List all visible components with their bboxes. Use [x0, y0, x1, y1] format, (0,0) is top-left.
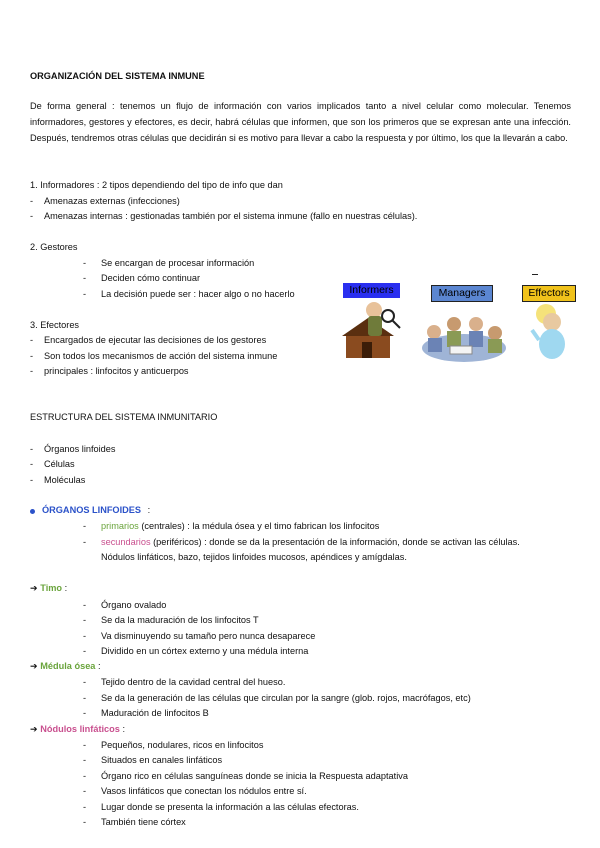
organos-heading: ÓRGANOS LINFOIDES	[42, 505, 142, 515]
informer-body	[368, 316, 382, 336]
informers-label: Informers	[343, 283, 400, 298]
list-item-text: También tiene córtex	[101, 817, 186, 827]
list-item: -	[30, 475, 34, 485]
nodulos-suffix: :	[122, 724, 126, 734]
effector-head	[543, 313, 561, 331]
list-item-text: Se da la generación de las células que circulan por la sangre (glob. rojos, macrófagos, etc)	[101, 693, 471, 703]
informer-illustration	[342, 298, 404, 362]
list-item-text: Deciden cómo continuar	[101, 273, 201, 283]
magnifier-handle	[392, 320, 400, 328]
effectors-label: Effectors	[522, 285, 576, 302]
organos-heading-suffix: :	[147, 505, 151, 515]
list-item-text: principales : linfocitos y anticuerpos	[44, 366, 189, 376]
list-item-text: Moléculas	[44, 475, 86, 485]
list-item-text: Amenazas externas (infecciones)	[44, 196, 180, 206]
list-item: -	[30, 335, 34, 345]
list-item: -	[83, 693, 87, 703]
list-item-text: Vasos linfáticos que conectan los nódulos entre sí.	[101, 786, 307, 796]
manager-head	[427, 325, 441, 339]
list-item-text: Encargados de ejecutar las decisiones de los gestores	[44, 335, 267, 345]
list-item-text: Dividido en un córtex externo y una médula interna	[101, 646, 309, 656]
list-item: -	[83, 771, 87, 781]
list-item-text: Se encargan de procesar información	[101, 258, 255, 268]
list-item-text: Órganos linfoides	[44, 444, 116, 454]
managers-papers	[450, 346, 472, 354]
manager-body	[428, 338, 442, 352]
organos-heading-line	[42, 505, 150, 517]
timo-suffix: :	[64, 583, 68, 593]
secundarios-line	[101, 537, 520, 549]
effector-body	[539, 329, 565, 359]
medula-label: Médula ósea	[40, 661, 96, 671]
list-item-text: La decisión puede ser : hacer algo o no hacerlo	[101, 289, 295, 299]
gestores-heading: 2. Gestores	[30, 242, 78, 252]
list-item: -	[83, 521, 87, 531]
list-item: -	[83, 600, 87, 610]
list-item: -	[30, 459, 34, 469]
list-item: -	[83, 817, 87, 827]
list-item-text: Maduración de linfocitos B	[101, 708, 209, 718]
primarios-label: primarios	[101, 521, 139, 531]
effector-illustration	[530, 300, 574, 362]
list-item-text: Lugar donde se presenta la información a las células efectoras.	[101, 802, 359, 812]
bullet-icon	[30, 509, 35, 514]
list-item: -	[83, 740, 87, 750]
list-item: -	[83, 802, 87, 812]
list-item: -	[83, 537, 87, 547]
primarios-line	[101, 521, 379, 533]
informadores-heading: 1. Informadores : 2 tipos dependiendo del tipo de info que dan	[30, 180, 283, 190]
list-item-text: Órgano rico en células sanguíneas donde se inicia la Respuesta adaptativa	[101, 771, 408, 781]
managers-label: Managers	[431, 285, 493, 302]
estructura-heading: ESTRUCTURA DEL SISTEMA INMUNITARIO	[30, 412, 218, 422]
list-item: -	[83, 273, 87, 283]
manager-body	[447, 331, 461, 347]
effector-arm	[532, 330, 539, 340]
list-item: -	[30, 196, 34, 206]
page-title: ORGANIZACIÓN DEL SISTEMA INMUNE	[30, 71, 205, 81]
manager-body	[469, 331, 483, 347]
house-door	[362, 342, 372, 358]
list-item: -	[83, 755, 87, 765]
list-item: -	[83, 615, 87, 625]
manager-head	[469, 317, 483, 331]
timo-heading	[30, 583, 67, 595]
list-item: -	[83, 631, 87, 641]
efectores-heading: 3. Efectores	[30, 320, 80, 330]
nodulos-heading	[30, 724, 125, 736]
manager-head	[488, 326, 502, 340]
list-item: -	[83, 677, 87, 687]
list-item: -	[30, 351, 34, 361]
list-item-text: Pequeños, nodulares, ricos en linfocitos	[101, 740, 264, 750]
informer-head	[366, 302, 382, 318]
timo-label: Timo	[40, 583, 63, 593]
managers-illustration	[420, 306, 508, 364]
list-item-text: Se da la maduración de los linfocitos T	[101, 615, 259, 625]
list-item: -	[30, 211, 34, 221]
list-item: -	[30, 444, 34, 454]
arrow-icon: ➔	[30, 583, 38, 593]
list-item: -	[83, 786, 87, 796]
secundarios-text-2: Nódulos linfáticos, bazo, tejidos linfoides mucosos, apéndices y amígdalas.	[101, 552, 407, 562]
list-item-text: Amenazas internas : gestionadas también por el sistema inmune (fallo en nuestras células).	[44, 211, 418, 221]
manager-head	[447, 317, 461, 331]
list-item-text: Tejido dentro de la cavidad central del hueso.	[101, 677, 286, 687]
intro-paragraph: De forma general : tenemos un flujo de información con varios implicados tanto a nivel celular como molecular. Tenemos informadores, gestores y efectores, es decir, habrá células que informen, que son los primeros que se expresan ante una infección. Después, tendremos otras células que decidirán si es motivo para llevar a cabo la respuesta y por último, los que la llevarán a cabo.	[30, 101, 571, 143]
secundarios-text: (periféricos) : donde se da la presentación de la información, donde se activan las células.	[153, 537, 520, 547]
medula-suffix: :	[97, 661, 101, 671]
effectors-mark	[532, 274, 538, 275]
secundarios-label: secundarios	[101, 537, 151, 547]
list-item: -	[83, 289, 87, 299]
list-item-text: Va disminuyendo su tamaño pero nunca desaparece	[101, 631, 316, 641]
medula-heading	[30, 661, 101, 673]
list-item-text: Situados en canales linfáticos	[101, 755, 223, 765]
list-item-text: Son todos los mecanismos de acción del sistema inmune	[44, 351, 278, 361]
list-item: -	[30, 366, 34, 376]
list-item-text: Órgano ovalado	[101, 600, 167, 610]
arrow-icon: ➔	[30, 661, 38, 671]
list-item: -	[83, 258, 87, 268]
list-item: -	[83, 646, 87, 656]
nodulos-label: Nódulos linfáticos	[40, 724, 120, 734]
arrow-icon: ➔	[30, 724, 38, 734]
primarios-text: (centrales) : la médula ósea y el timo fabrican los linfocitos	[141, 521, 380, 531]
list-item-text: Células	[44, 459, 75, 469]
list-item: -	[83, 708, 87, 718]
manager-body	[488, 339, 502, 353]
